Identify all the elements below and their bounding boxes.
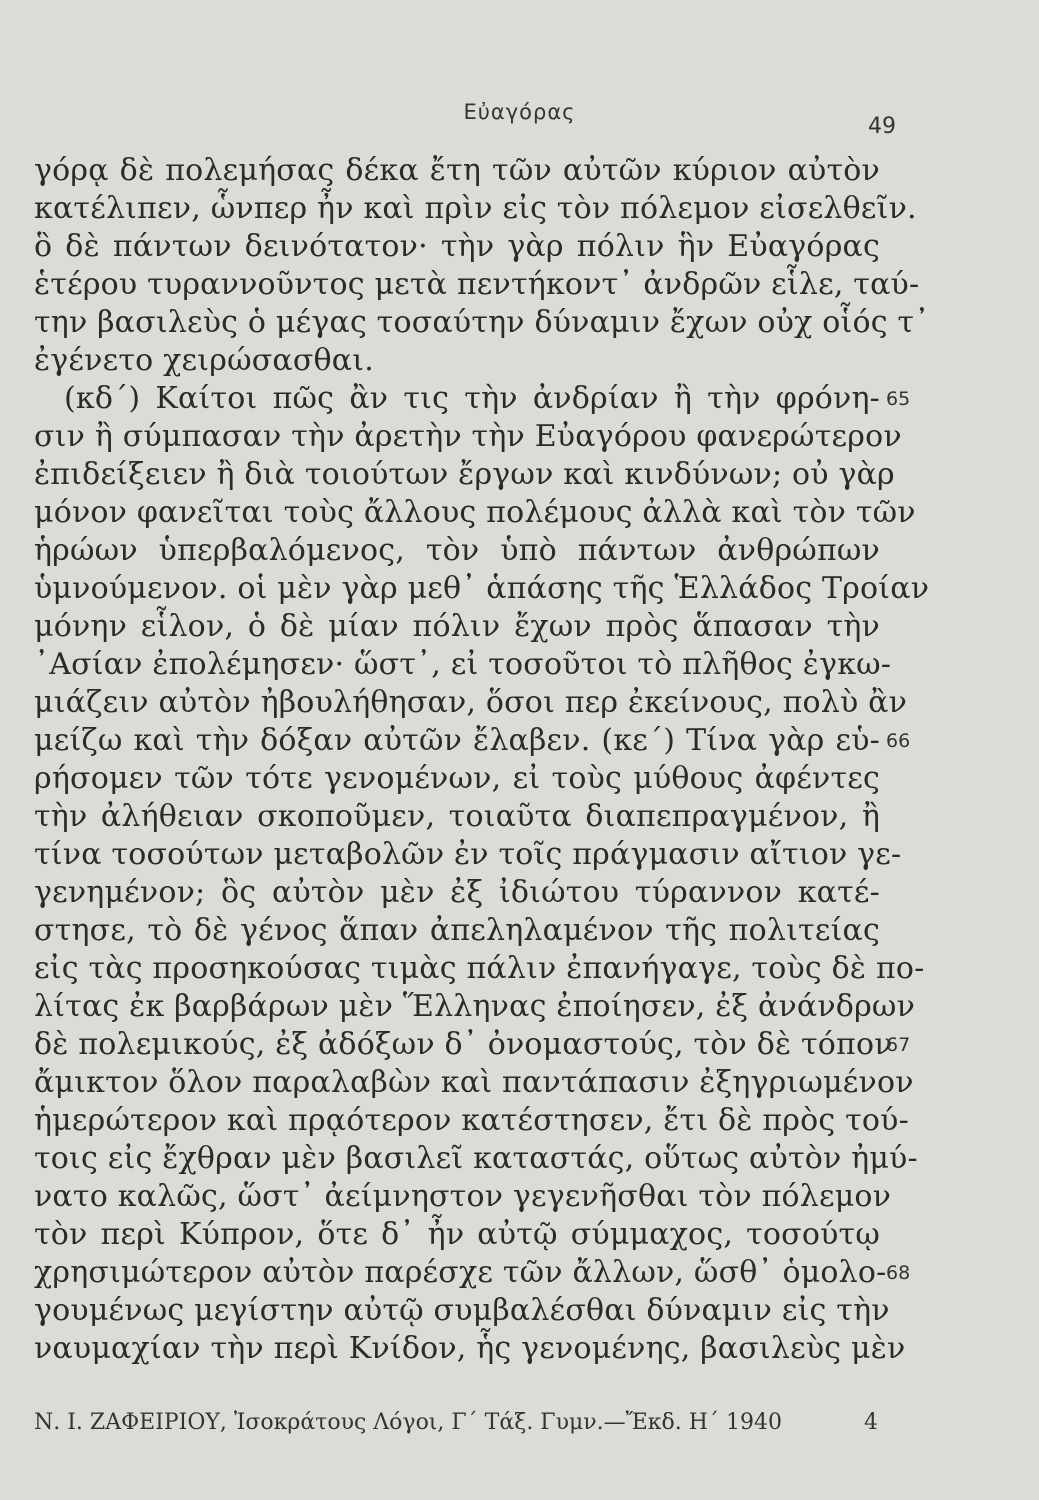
line-text: τὸν περὶ Κύπρον, ὅτε δ᾽ ἦν αὐτῷ σύμμαχος, τοσούτῳ bbox=[34, 1217, 880, 1252]
text-line bbox=[34, 1254, 911, 1292]
text-line bbox=[34, 152, 880, 190]
text-line bbox=[34, 228, 880, 266]
line-text: ὃ δὲ πάντων δεινότατον· τὴν γὰρ πόλιν ἣν Εὐαγόρας bbox=[34, 229, 880, 264]
line-text: ᾿Ασίαν ἐπολέμησεν· ὥστ᾽, εἰ τοσοῦτοι τὸ πλῆθος ἐγκω- bbox=[34, 647, 892, 682]
text-line bbox=[34, 1064, 914, 1102]
text-line bbox=[34, 1102, 909, 1140]
text-line bbox=[34, 532, 880, 570]
line-text: τὴν ἀλήθειαν σκοποῦμεν, τοιαῦτα διαπεπραγμένον, ἢ bbox=[34, 799, 880, 834]
line-text: νατο καλῶς, ὥστ᾽ ἀείμνηστον γεγενῆσθαι τὸν πόλεμον bbox=[34, 1179, 892, 1214]
line-text: ἐπιδείξειεν ἢ διὰ τοιούτων ἔργων καὶ κινδύνων; οὐ γὰρ bbox=[34, 457, 895, 492]
text-line bbox=[34, 1178, 892, 1216]
line-text: ὑμνούμενον. οἱ μὲν γὰρ μεθ᾽ ἁπάσης τῆς Ἑλλάδος Τροίαν bbox=[34, 571, 930, 606]
line-text: λίτας ἐκ βαρβάρων μὲν Ἕλληνας ἐποίησεν, ἐξ ἀνάνδρων bbox=[34, 989, 916, 1024]
line-text: τίνα τοσούτων μεταβολῶν ἐν τοῖς πράγμασιν αἴτιον γε- bbox=[34, 837, 902, 872]
line-text: μείζω καὶ τὴν δόξαν αὐτῶν ἔλαβεν. (κε´) Τίνα γὰρ εὑ- bbox=[34, 723, 880, 758]
text-line bbox=[34, 912, 880, 950]
text-line bbox=[34, 760, 880, 798]
line-text: ἐγένετο χειρώσασθαι. bbox=[34, 343, 374, 378]
signature-mark: 4 bbox=[864, 1410, 878, 1435]
text-line bbox=[34, 646, 892, 684]
text-line bbox=[34, 1330, 906, 1368]
text-line bbox=[34, 836, 902, 874]
page-number: 49 bbox=[868, 114, 896, 139]
line-text: μιάζειν αὐτὸν ἠβουλήθησαν, ὅσοι περ ἐκείνους, πολὺ ἂν bbox=[34, 685, 908, 720]
text-line bbox=[34, 988, 916, 1026]
text-body bbox=[34, 152, 930, 1368]
text-line bbox=[34, 190, 917, 228]
margin-section-number: 68 bbox=[886, 1262, 911, 1284]
text-line bbox=[34, 1216, 880, 1254]
line-text: την βασιλεὺς ὁ μέγας τοσαύτην δύναμιν ἔχων οὐχ οἷός τ᾽ bbox=[34, 305, 930, 340]
line-text: στησε, τὸ δὲ γένος ἅπαν ἀπεληλαμένον τῆς πολιτείας bbox=[34, 913, 880, 948]
line-text: ρήσομεν τῶν τότε γενομένων, εἰ τοὺς μύθους ἀφέντες bbox=[34, 761, 880, 796]
text-line bbox=[34, 418, 902, 456]
text-line bbox=[34, 342, 880, 380]
text-line bbox=[34, 1026, 911, 1064]
text-line bbox=[34, 798, 880, 836]
margin-section-number: 66 bbox=[886, 730, 911, 752]
text-line bbox=[34, 874, 880, 912]
line-text: ναυμαχίαν τὴν περὶ Κνίδον, ἧς γενομένης, βασιλεὺς μὲν bbox=[34, 1331, 906, 1366]
line-text: μόνην εἷλον, ὁ δὲ μίαν πόλιν ἔχων πρὸς ἅπασαν τὴν bbox=[34, 609, 880, 644]
line-text: ἑτέρου τυραννοῦντος μετὰ πεντήκοντ᾽ ἀνδρῶν εἷλε, ταύ- bbox=[34, 267, 920, 302]
margin-section-number: 65 bbox=[886, 388, 911, 410]
running-title: Εὐαγόρας bbox=[463, 100, 576, 124]
line-text: μόνον φανεῖται τοὺς ἄλλους πολέμους ἀλλὰ καὶ τὸν τῶν bbox=[34, 495, 916, 530]
line-text: γόρᾳ δὲ πολεμήσας δέκα ἔτη τῶν αὐτῶν κύριον αὐτὸν bbox=[34, 153, 880, 188]
line-text: κατέλιπεν, ὧνπερ ἦν καὶ πρὶν εἰς τὸν πόλεμον εἰσελθεῖν. bbox=[34, 191, 917, 226]
text-line bbox=[34, 304, 930, 342]
text-line bbox=[34, 1140, 918, 1178]
text-line bbox=[34, 266, 920, 304]
text-line bbox=[34, 570, 930, 608]
margin-section-number: 67 bbox=[886, 1034, 911, 1056]
line-text: γουμένως μεγίστην αὐτῷ συμβαλέσθαι δύναμιν εἰς τὴν bbox=[34, 1293, 890, 1328]
line-text: σιν ἢ σύμπασαν τὴν ἀρετὴν τὴν Εὐαγόρου φανερώτερον bbox=[34, 419, 902, 454]
text-line bbox=[34, 456, 895, 494]
footer-imprint: Ν. Ι. ΖΑΦΕΙΡΙΟΥ, Ἰσοκράτους Λόγοι, Γ´ Τάξ. Γυμν.—Ἔκδ. Η´ 1940 bbox=[34, 1410, 782, 1435]
text-line bbox=[34, 1292, 890, 1330]
line-text: χρησιμώτερον αὐτὸν παρέσχε τῶν ἄλλων, ὥσθ᾽ ὁμολο- bbox=[34, 1255, 887, 1290]
line-text: ἡρώων ὑπερβαλόμενος, τὸν ὑπὸ πάντων ἀνθρώπων bbox=[34, 533, 880, 568]
text-line bbox=[34, 380, 911, 418]
text-line bbox=[34, 494, 916, 532]
line-text: τοις εἰς ἔχθραν μὲν βασιλεῖ καταστάς, οὕτως αὐτὸν ἠμύ- bbox=[34, 1141, 918, 1176]
text-line bbox=[34, 950, 925, 988]
line-text: γενημένον; ὃς αὐτὸν μὲν ἐξ ἰδιώτου τύραννον κατέ- bbox=[34, 875, 880, 910]
text-line bbox=[34, 684, 908, 722]
line-text: εἰς τὰς προσηκούσας τιμὰς πάλιν ἐπανήγαγε, τοὺς δὲ πο- bbox=[34, 951, 925, 986]
line-text: ἄμικτον ὅλον παραλαβὼν καὶ παντάπασιν ἐξηγριωμένον bbox=[34, 1065, 914, 1100]
line-text: δὲ πολεμικούς, ἐξ ἀδόξων δ᾽ ὀνομαστούς, τὸν δὲ τόπον bbox=[34, 1027, 893, 1062]
text-line bbox=[34, 722, 911, 760]
line-text: (κδ´) Καίτοι πῶς ἂν τις τὴν ἀνδρίαν ἢ τὴν φρόνη- bbox=[64, 381, 880, 416]
footer bbox=[34, 1408, 880, 1438]
line-text: ἡμερώτερον καὶ πρᾳότερον κατέστησεν, ἔτι δὲ πρὸς τού- bbox=[34, 1103, 909, 1138]
text-line bbox=[34, 608, 880, 646]
